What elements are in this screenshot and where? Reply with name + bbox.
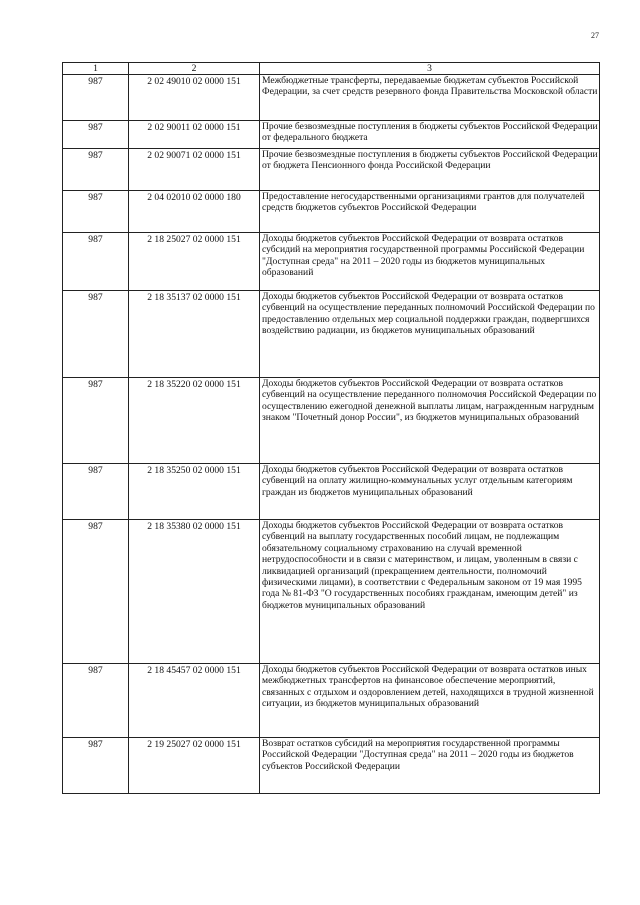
admin-code-cell: 987 — [63, 291, 129, 378]
description-cell: Доходы бюджетов субъектов Российской Федерации от возврата остатков субвенций на выплату государственных пособий лицам, не подлежащим обязательному социальному страхованию на случай временной нетрудоспособности и в связи с материнством, и лицам, уволенным в связи с ликвидацией организаций (прекращением деятельности, полномочий физическими лицами), в соответствии с Федеральным законом от 19 мая 1995 года № 81-ФЗ "О государственных пособиях гражданам, имеющим детей" из бюджетов муниципальных образований — [260, 520, 600, 664]
description-cell: Доходы бюджетов субъектов Российской Федерации от возврата остатков субвенций на оплату жилищно-коммунальных услуг отдельным категориям граждан из бюджетов муниципальных образований — [260, 464, 600, 520]
table-row — [63, 664, 600, 738]
revenue-code-cell: 2 18 35137 02 0000 151 — [129, 291, 260, 378]
revenue-code-cell: 2 02 90011 02 0000 151 — [129, 121, 260, 149]
admin-code-cell: 987 — [63, 664, 129, 738]
budget-codes-table-wrap — [62, 62, 599, 794]
description-cell: Прочие безвозмездные поступления в бюджеты субъектов Российской Федерации от федерального бюджета — [260, 121, 600, 149]
revenue-code-cell: 2 04 02010 02 0000 180 — [129, 191, 260, 233]
admin-code-cell: 987 — [63, 121, 129, 149]
description-cell: Межбюджетные трансферты, передаваемые бюджетам субъектов Российской Федерации, за счет средств резервного фонда Правительства Московской области — [260, 75, 600, 121]
description-cell: Доходы бюджетов субъектов Российской Федерации от возврата остатков субвенций на осуществление переданного полномочия Российской Федерации по осуществлению ежегодной денежной выплаты лицам, награжденным нагрудным знаком "Почетный донор России", из бюджетов муниципальных образований — [260, 378, 600, 464]
table-row — [63, 121, 600, 149]
revenue-code-cell: 2 18 25027 02 0000 151 — [129, 233, 260, 291]
admin-code-cell: 987 — [63, 520, 129, 664]
revenue-code-cell: 2 18 35250 02 0000 151 — [129, 464, 260, 520]
header-row — [63, 63, 600, 75]
header-col-1: 1 — [63, 63, 129, 75]
admin-code-cell: 987 — [63, 464, 129, 520]
header-col-3: 3 — [260, 63, 600, 75]
admin-code-cell: 987 — [63, 738, 129, 794]
admin-code-cell: 987 — [63, 233, 129, 291]
revenue-code-cell: 2 18 45457 02 0000 151 — [129, 664, 260, 738]
table-row — [63, 191, 600, 233]
description-cell: Доходы бюджетов субъектов Российской Федерации от возврата остатков субвенций на осуществление переданных полномочий Российской Федерации по предоставлению отдельных мер социальной поддержки граждан, подвергшихся воздействию радиации, из бюджетов муниципальных образований — [260, 291, 600, 378]
revenue-code-cell: 2 18 35380 02 0000 151 — [129, 520, 260, 664]
table-row — [63, 464, 600, 520]
revenue-code-cell: 2 18 35220 02 0000 151 — [129, 378, 260, 464]
revenue-code-cell: 2 02 49010 02 0000 151 — [129, 75, 260, 121]
description-cell: Предоставление негосударственными организациями грантов для получателей средств бюджетов субъектов Российской Федерации — [260, 191, 600, 233]
table-row — [63, 738, 600, 794]
table-row — [63, 378, 600, 464]
revenue-code-cell: 2 19 25027 02 0000 151 — [129, 738, 260, 794]
admin-code-cell: 987 — [63, 191, 129, 233]
revenue-code-cell: 2 02 90071 02 0000 151 — [129, 149, 260, 191]
table-row — [63, 233, 600, 291]
admin-code-cell: 987 — [63, 149, 129, 191]
description-cell: Доходы бюджетов субъектов Российской Федерации от возврата остатков субсидий на мероприятия государственной программы Российской Федерации "Доступная среда" на 2011 – 2020 годы из бюджетов муниципальных образований — [260, 233, 600, 291]
table-row — [63, 520, 600, 664]
description-cell: Доходы бюджетов субъектов Российской Федерации от возврата остатков иных межбюджетных трансфертов на финансовое обеспечение мероприятий, связанных с отдыхом и оздоровлением детей, находящихся в трудной жизненной ситуации, из бюджетов муниципальных образований — [260, 664, 600, 738]
header-col-2: 2 — [129, 63, 260, 75]
description-cell: Прочие безвозмездные поступления в бюджеты субъектов Российской Федерации от бюджета Пенсионного фонда Российской Федерации — [260, 149, 600, 191]
table-row — [63, 75, 600, 121]
table-row — [63, 149, 600, 191]
description-cell: Возврат остатков субсидий на мероприятия государственной программы Российской Федерации "Доступная среда" на 2011 – 2020 годы из бюджетов субъектов Российской Федерации — [260, 738, 600, 794]
page-number: 27 — [591, 31, 599, 40]
table-row — [63, 291, 600, 378]
budget-codes-table — [62, 62, 600, 794]
admin-code-cell: 987 — [63, 75, 129, 121]
admin-code-cell: 987 — [63, 378, 129, 464]
